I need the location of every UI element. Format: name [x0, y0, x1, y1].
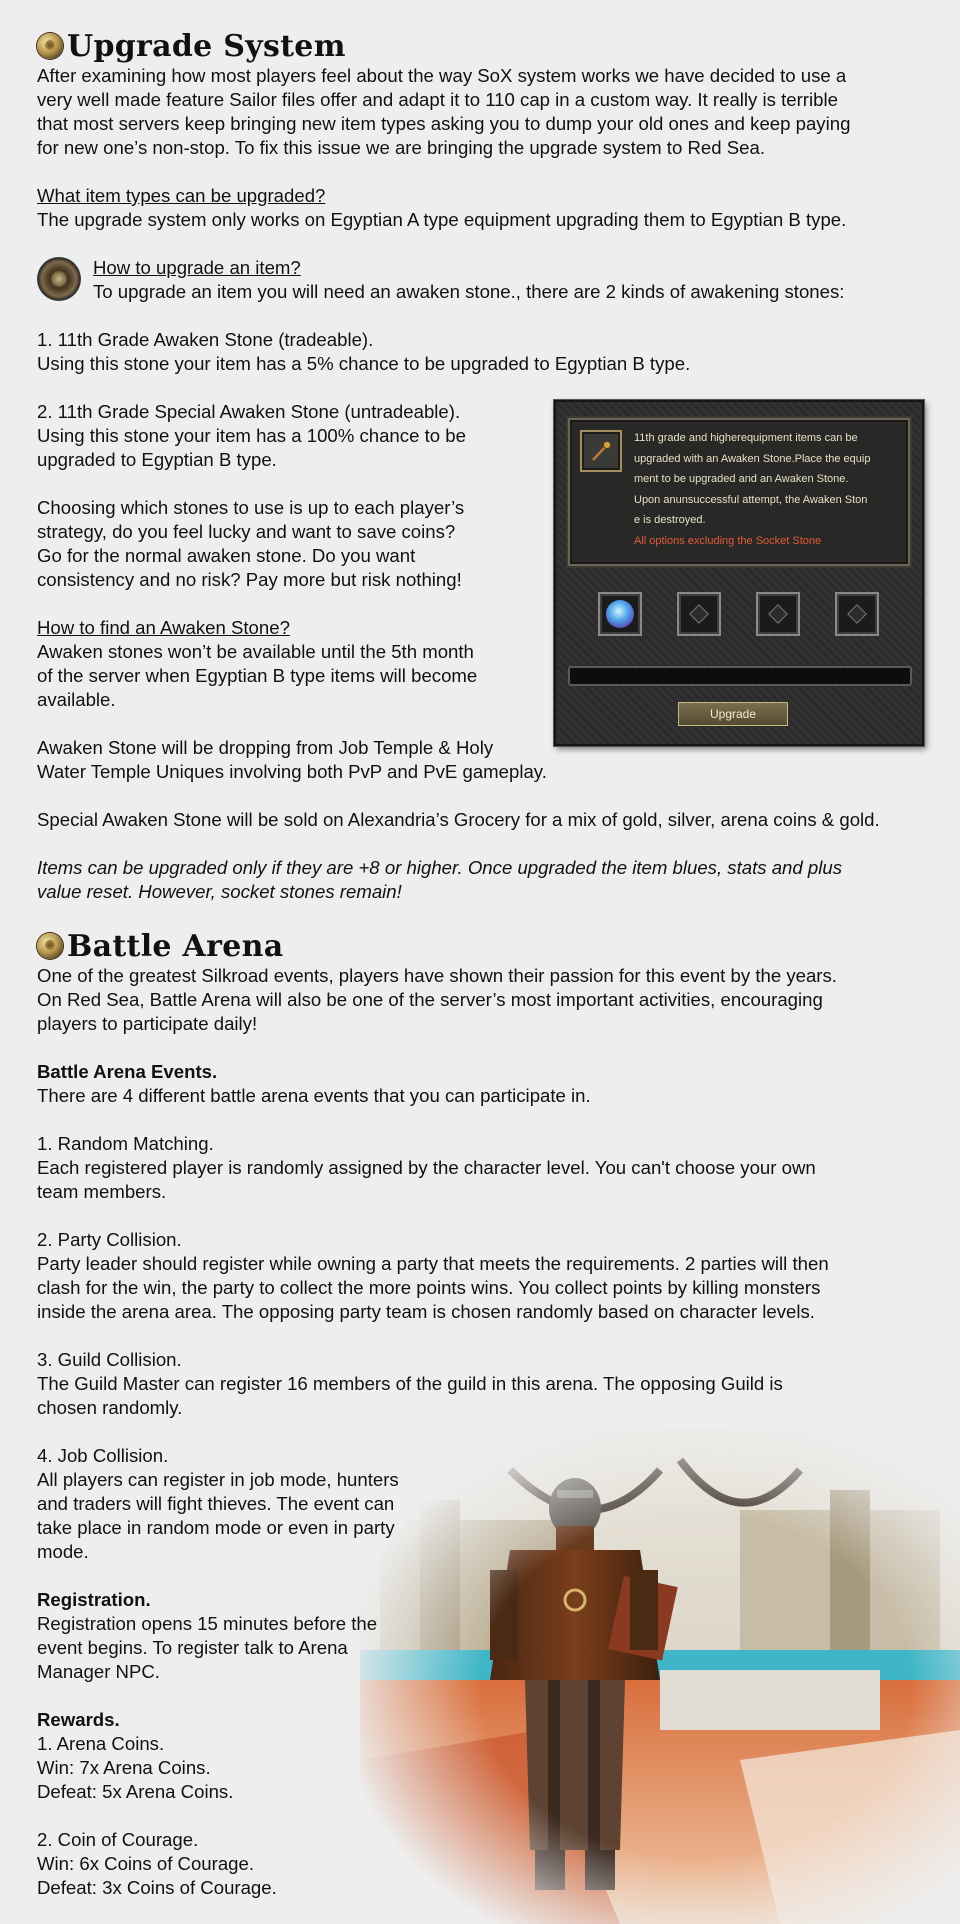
event1-line-2: team members.	[37, 1181, 167, 1202]
upgrade-title: Upgrade System	[67, 28, 346, 64]
upgrade-progress-bar	[568, 666, 912, 686]
strategy-line-3: Go for the normal awaken stone. Do you want	[37, 545, 416, 566]
event3-line-1: The Guild Master can register 16 members of the guild in this arena. The opposing Guild is	[37, 1373, 783, 1394]
empty-slot[interactable]	[677, 592, 721, 636]
event3-title: 3. Guild Collision.	[37, 1349, 182, 1370]
question-find-stone: How to find an Awaken Stone?	[37, 617, 290, 638]
events-desc: There are 4 different battle arena events that you can participate in.	[37, 1085, 591, 1106]
strategy-line-4: consistency and no risk? Pay more but risk nothing!	[37, 569, 462, 590]
upgrade-intro-4: for new one’s non-stop. To fix this issue we are bringing the upgrade system to Red Sea.	[37, 137, 765, 158]
info-line: e is destroyed.	[634, 514, 706, 526]
event4-line-1: All players can register in job mode, hunters	[37, 1469, 399, 1490]
stone2-line-2: Using this stone your item has a 100% chance to be	[37, 425, 466, 446]
strategy-line-2: strategy, do you feel lucky and want to save coins?	[37, 521, 456, 542]
empty-slot[interactable]	[835, 592, 879, 636]
upgrade-intro-2: very well made feature Sailor files offer and adapt it to 110 cap in a custom way. It really is terrible	[37, 89, 838, 110]
coin-icon	[37, 933, 63, 959]
glowing-orb-icon	[37, 257, 81, 301]
equipment-slot[interactable]	[580, 430, 622, 472]
reward2-win: Win: 6x Coins of Courage.	[37, 1853, 255, 1874]
staff-icon	[589, 439, 613, 463]
stone2-line-1: 2. 11th Grade Special Awaken Stone (untradeable).	[37, 401, 461, 422]
upgrade-window	[554, 400, 924, 746]
event1-title: 1. Random Matching.	[37, 1133, 214, 1154]
event4-line-4: mode.	[37, 1541, 89, 1562]
registration-line-3: Manager NPC.	[37, 1661, 160, 1682]
event4-line-3: take place in random mode or even in party	[37, 1517, 395, 1538]
coin-icon	[37, 33, 63, 59]
event1-line-1: Each registered player is randomly assigned by the character level. You can't choose your own	[37, 1157, 816, 1178]
answer-how-to-upgrade: To upgrade an item you will need an awaken stone., there are 2 kinds of awakening stones:	[93, 281, 845, 302]
info-warning: All options excluding the Socket Stone	[634, 534, 822, 547]
arena-scene-illustration	[360, 1430, 960, 1924]
arena-intro-3: players to participate daily!	[37, 1013, 258, 1034]
upgrade-info-text	[634, 428, 906, 551]
event4-title: 4. Job Collision.	[37, 1445, 169, 1466]
reward2-defeat: Defeat: 3x Coins of Courage.	[37, 1877, 277, 1898]
find-line-3: available.	[37, 689, 116, 710]
rewards-heading: Rewards.	[37, 1709, 120, 1730]
awaken-stone-icon	[606, 600, 634, 628]
event3-line-2: chosen randomly.	[37, 1397, 183, 1418]
question-how-to-upgrade: How to upgrade an item?	[93, 257, 301, 278]
info-line: Upon anunsuccessful attempt, the Awaken Ston	[634, 493, 868, 506]
reward1-title: 1. Arena Coins.	[37, 1733, 165, 1754]
arena-intro-1: One of the greatest Silkroad events, players have shown their passion for this event by the years.	[37, 965, 837, 986]
reward2-title: 2. Coin of Courage.	[37, 1829, 199, 1850]
stone1-title: 1. 11th Grade Awaken Stone (tradeable).	[37, 329, 374, 350]
find-line-1: Awaken stones won’t be available until the 5th month	[37, 641, 474, 662]
upgrade-note-2: value reset. However, socket stones remain!	[37, 881, 402, 902]
strategy-line-1: Choosing which stones to use is up to each player’s	[37, 497, 465, 518]
awaken-stone-slot[interactable]	[598, 592, 642, 636]
drop-line-1: Awaken Stone will be dropping from Job Temple & Holy	[37, 737, 494, 758]
stone1-desc: Using this stone your item has a 5% chance to be upgraded to Egyptian B type.	[37, 353, 691, 374]
special-stone-sold: Special Awaken Stone will be sold on Alexandria’s Grocery for a mix of gold, silver, arena coins & gold.	[37, 809, 880, 830]
event2-line-1: Party leader should register while owning a party that meets the requirements. 2 parties will then	[37, 1253, 829, 1274]
event4-line-2: and traders will fight thieves. The event can	[37, 1493, 395, 1514]
arena-manager-image	[360, 1430, 960, 1924]
info-line: upgraded with an Awaken Stone.Place the equip	[634, 452, 871, 465]
question-item-types: What item types can be upgraded?	[37, 185, 326, 206]
answer-item-types: The upgrade system only works on Egyptian A type equipment upgrading them to Egyptian B type.	[37, 209, 847, 230]
upgrade-heading	[37, 28, 346, 64]
slot-diamond-icon	[847, 604, 867, 624]
info-line: ment to be upgraded and an Awaken Stone.	[634, 473, 849, 485]
upgrade-button[interactable]: Upgrade	[678, 702, 788, 726]
slot-diamond-icon	[768, 604, 788, 624]
arena-intro-2: On Red Sea, Battle Arena will also be one of the server’s most important activities, encouraging	[37, 989, 823, 1010]
reward1-win: Win: 7x Arena Coins.	[37, 1757, 211, 1778]
event2-line-2: clash for the win, the party to collect the more points wins. You collect points by killing monsters	[37, 1277, 821, 1298]
reward1-defeat: Defeat: 5x Arena Coins.	[37, 1781, 234, 1802]
info-line: 11th grade and higherequipment items can be	[634, 432, 858, 444]
upgrade-note-1: Items can be upgraded only if they are +8 or higher. Once upgraded the item blues, stats and plus	[37, 857, 843, 878]
slot-diamond-icon	[689, 604, 709, 624]
upgrade-intro-3: that most servers keep bringing new item types asking you to dump your old ones and keep paying	[37, 113, 851, 134]
arena-heading	[37, 928, 283, 964]
arena-title: Battle Arena	[67, 928, 284, 964]
registration-line-2: event begins. To register talk to Arena	[37, 1637, 348, 1658]
registration-line-1: Registration opens 15 minutes before the	[37, 1613, 378, 1634]
empty-slot[interactable]	[756, 592, 800, 636]
registration-heading: Registration.	[37, 1589, 151, 1610]
upgrade-info-box	[568, 418, 910, 566]
upgrade-intro-1: After examining how most players feel about the way SoX system works we have decided to use a	[37, 65, 847, 86]
events-heading: Battle Arena Events.	[37, 1061, 218, 1082]
drop-line-2: Water Temple Uniques involving both PvP and PvE gameplay.	[37, 761, 547, 782]
event2-line-3: inside the arena area. The opposing party team is chosen randomly based on character levels.	[37, 1301, 815, 1322]
stone2-line-3: upgraded to Egyptian B type.	[37, 449, 277, 470]
event2-title: 2. Party Collision.	[37, 1229, 182, 1250]
find-line-2: of the server when Egyptian B type items will become	[37, 665, 478, 686]
